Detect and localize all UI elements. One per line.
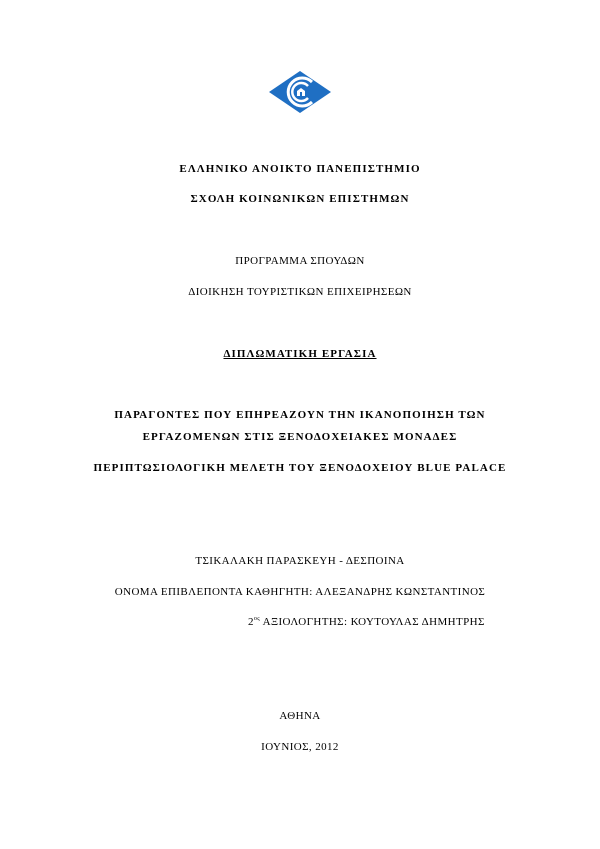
thesis-type: ΔΙΠΛΩΜΑΤΙΚΗ ΕΡΓΑΣΙΑ	[223, 348, 377, 360]
second-examiner-name: ΑΞΙΟΛΟΓΗΤΗΣ: ΚΟΥΤΟΥΛΑΣ ΔΗΜΗΤΡΗΣ	[260, 616, 485, 628]
thesis-title-line-2: ΕΡΓΑΖΟΜΕΝΩΝ ΣΤΙΣ ΞΕΝΟΔΟΧΕΙΑΚΕΣ ΜΟΝΑΔΕΣ	[142, 431, 458, 443]
second-examiner-ordinal: ος	[253, 616, 261, 622]
thesis-title-line-1: ΠΑΡΑΓΟΝΤΕΣ ΠΟΥ ΕΠΗΡΕΑΖΟΥΝ ΤΗΝ ΙΚΑΝΟΠΟΙΗΣΗ ΤΩΝ	[114, 409, 486, 421]
program-label: ΠΡΟΓΡΑΜΜΑ ΣΠΟΥΔΩΝ	[235, 255, 365, 267]
school-name: ΣΧΟΛΗ ΚΟΙΝΩΝΙΚΩΝ ΕΠΙΣΤΗΜΩΝ	[190, 193, 410, 205]
author-name: ΤΣΙΚΑΛΑΚΗ ΠΑΡΑΣΚΕΥΗ - ΔΕΣΠΟΙΝΑ	[195, 555, 405, 567]
city: ΑΘΗΝΑ	[279, 710, 321, 722]
date: ΙΟΥΝΙΟΣ, 2012	[261, 741, 339, 753]
second-examiner-number: 2	[248, 616, 254, 628]
supervisor-line: ΟΝΟΜΑ ΕΠΙΒΛΕΠΟΝΤΑ ΚΑΘΗΓΗΤΗ: ΑΛΕΞΑΝΔΡΗΣ ΚΩΝΣΤΑΝΤΙΝΟΣ	[114, 586, 486, 598]
thesis-subtitle: ΠΕΡΙΠΤΩΣΙΟΛΟΓΙΚΗ ΜΕΛΕΤΗ ΤΟΥ ΞΕΝΟΔΟΧΕΙΟΥ BLUE PALACE	[93, 462, 507, 474]
program-name: ΔΙΟΙΚΗΣΗ ΤΟΥΡΙΣΤΙΚΩΝ ΕΠΙΧΕΙΡΗΣΕΩΝ	[188, 286, 412, 298]
eap-university-logo-icon	[268, 70, 332, 114]
university-name: ΕΛΛΗΝΙΚΟ ΑΝΟΙΚΤΟ ΠΑΝΕΠΙΣΤΗΜΙΟ	[179, 163, 421, 175]
second-examiner-line	[248, 615, 485, 629]
